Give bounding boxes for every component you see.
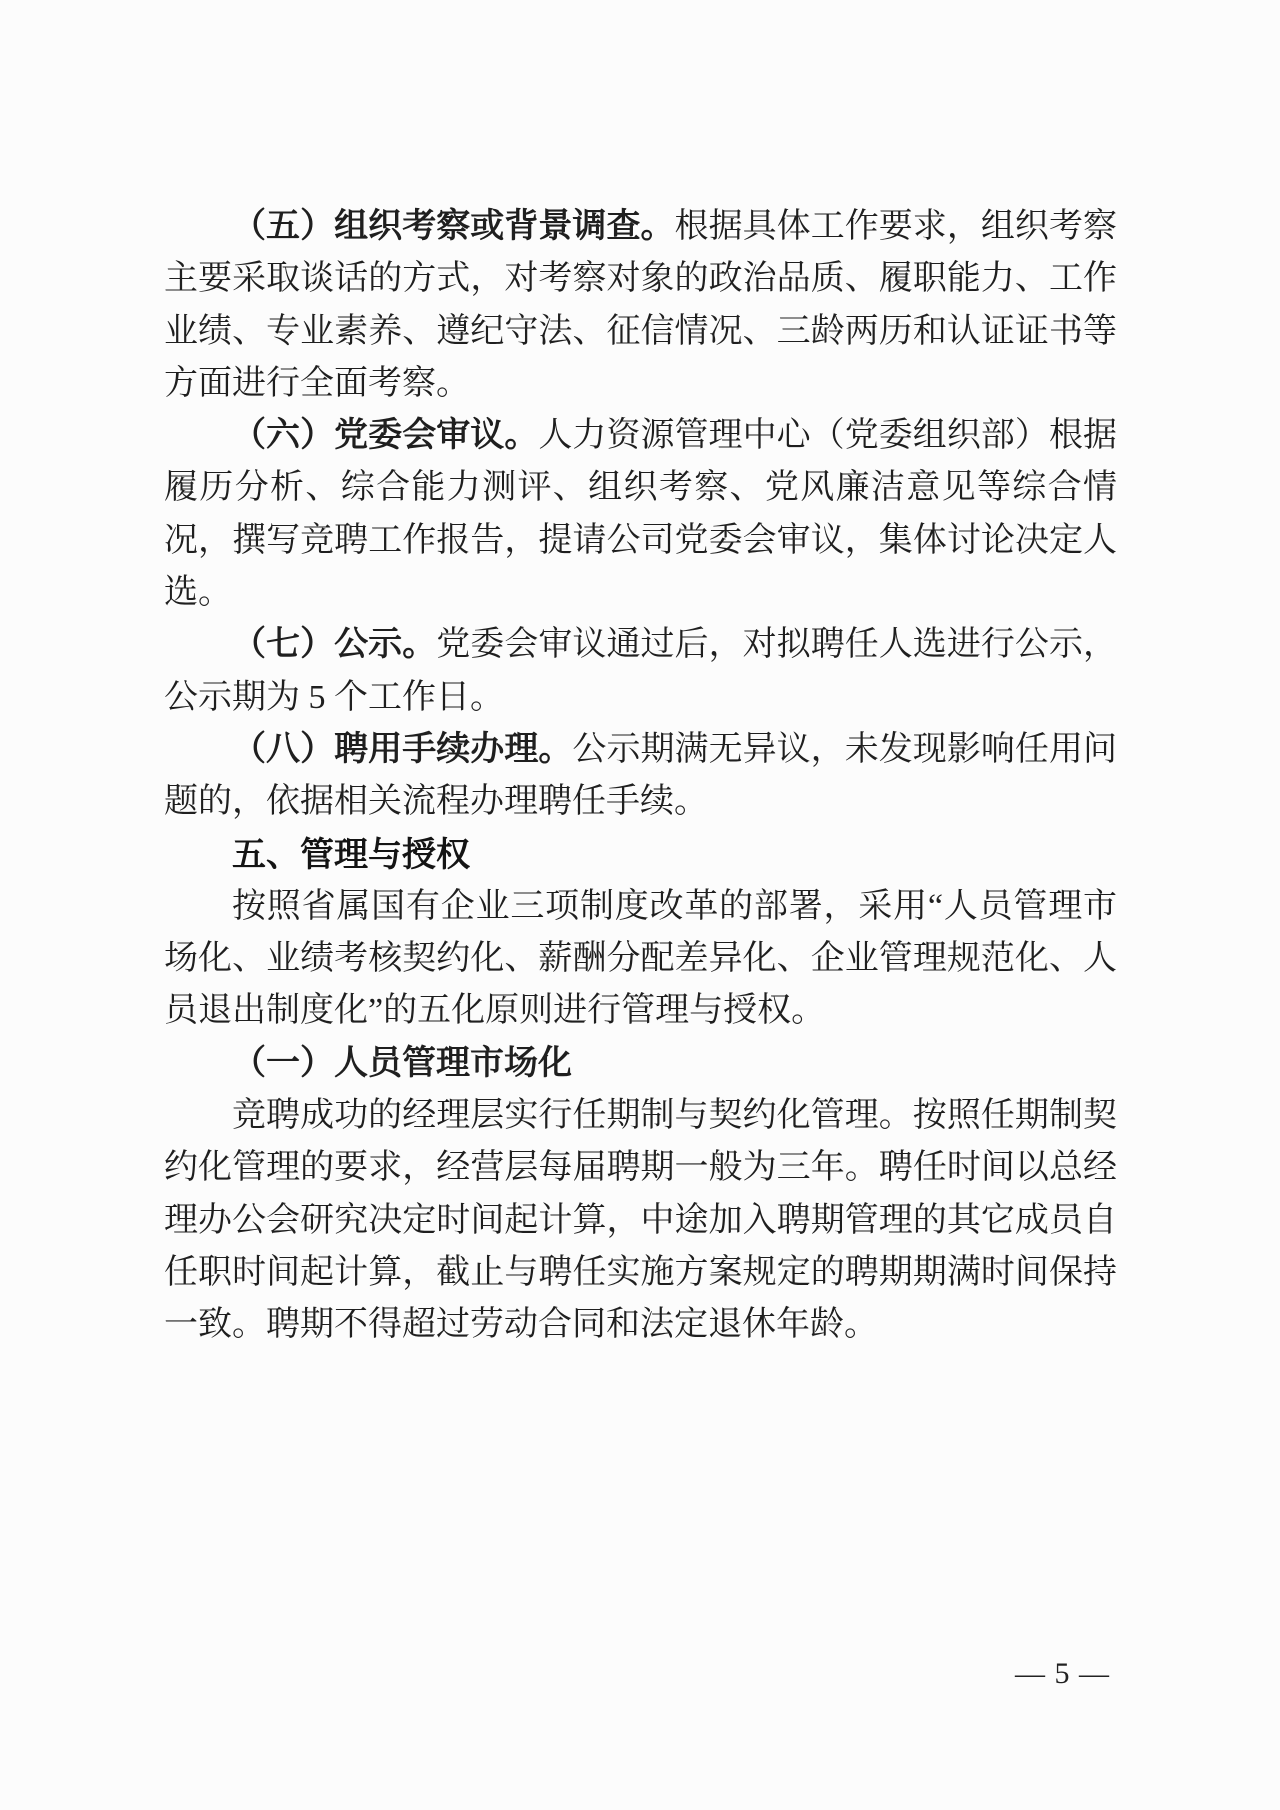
page-number: — 5 — <box>1015 1657 1110 1690</box>
paragraph <box>164 881 1117 1038</box>
subsection-heading: （一）人员管理市场化 <box>232 1044 572 1082</box>
section-heading: 五、管理与授权 <box>232 835 470 874</box>
paragraph-text: 人力资源管理中心（党委组织部）根据履历分析、综合能力测评、组织考察、党风廉洁意见等综合情况，撰写竞聘工作报告，提请公司党委会审议，集体讨论决定人选。 <box>164 417 1117 612</box>
paragraph-text: 党委会审议通过后，对拟聘任人选进行公示，公示期为 5 个工作日。 <box>164 626 1118 716</box>
document-body <box>164 201 1117 1352</box>
paragraph <box>164 410 1117 619</box>
paragraph <box>164 1090 1117 1351</box>
paragraph-text: 公示期满无异议，未发现影响任用问题的，依据相关流程办理聘任手续。 <box>164 730 1118 821</box>
paragraph-text: 按照省属国有企业三项制度改革的部署，采用“人员管理市场化、业绩考核契约化、薪酬分配差异化、企业管理规范化、人员退出制度化”的五化原则进行管理与授权。 <box>164 887 1117 1030</box>
paragraph-lead: （七）公示。 <box>232 626 437 664</box>
paragraph <box>164 619 1117 724</box>
paragraph <box>164 724 1117 829</box>
paragraph <box>164 201 1117 410</box>
paragraph-lead: （五）组织考察或背景调查。 <box>232 208 675 245</box>
paragraph-lead: （六）党委会审议。 <box>232 417 539 455</box>
paragraph-text: 根据具体工作要求，组织考察主要采取谈话的方式，对考察对象的政治品质、履职能力、工作业绩、专业素养、遵纪守法、征信情况、三龄两历和认证证书等方面进行全面考察。 <box>164 208 1118 402</box>
paragraph-text: 竞聘成功的经理层实行任期制与契约化管理。按照任期制契约化管理的要求，经营层每届聘期一般为三年。聘任时间以总经理办公会研究决定时间起计算，中途加入聘期管理的其它成员自任职时间起计算，截止与聘任实施方案规定的聘期期满时间保持一致。聘期不得超过劳动合同和法定退休年龄。 <box>164 1097 1117 1344</box>
paragraph-lead: （八）聘用手续办理。 <box>232 730 573 768</box>
